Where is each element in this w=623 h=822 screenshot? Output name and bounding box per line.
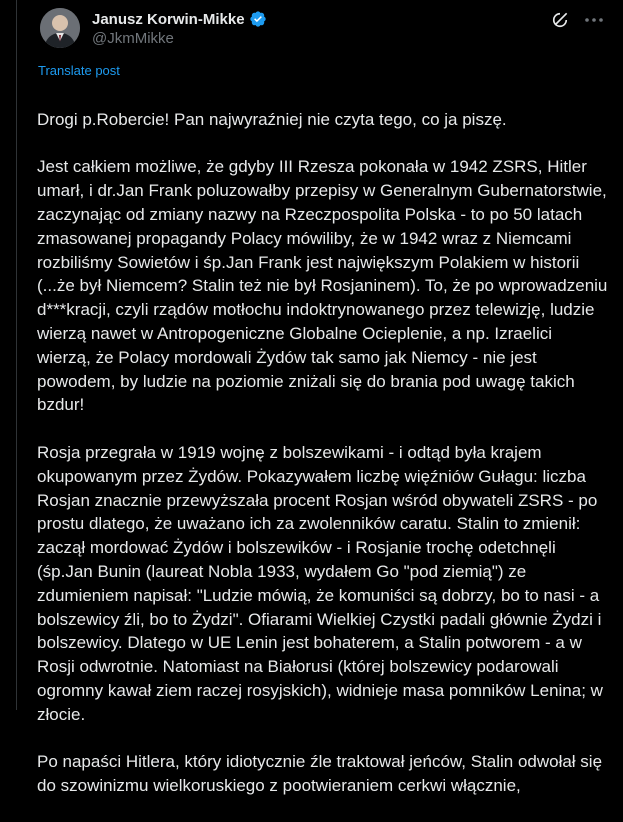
translate-post-link[interactable]: Translate post [38, 63, 120, 78]
post-paragraph: Rosja przegrała w 1919 wojnę z bolszewikami - i odtąd była krajem okupowanym przez Żydów. Pokazywałem liczbę więźniów Gułagu: liczba Rosjan znacznie przewyższała procent Rosjan wśród obywateli ZSRS - po prostu dlatego, że uważano ich za zwolenników caratu. Stalin to zmienił: zaczął mordować Żydów i bolszewików - i Rosjanie trochę odetchnęli (śp.Jan Bunin (laureat Nobla 1933, wydałem Go "pod ziemią") ze zdumieniem napisał: "Ludzie mówią, że komuniści są dobrzy, bo to nasi - a bolszewicy źli, bo to Żydzi". Ofiarami Wielkiej Czystki padali głównie Żydzi i bolszewicy. Dlatego w UE Lenin jest bohaterem, a Stalin potworem - a w Rosji odwrotnie. Natomiast na Białorusi (której bolszewicy podarowali ogromny kawał ziem raczej rosyjskich), widnieje masa pomników Lenina; w złocie. [37, 442, 603, 724]
name-row [92, 10, 267, 28]
avatar-image-icon [40, 8, 80, 48]
avatar[interactable] [40, 8, 80, 48]
author-name[interactable]: Janusz Korwin-Mikke [92, 10, 245, 28]
author-handle[interactable]: @JkmMikke [92, 30, 174, 47]
grok-icon[interactable] [550, 10, 570, 30]
post-text [37, 84, 609, 822]
post-paragraph: Jest całkiem możliwe, że gdyby III Rzesza pokonała w 1942 ZSRS, Hitler umarł, i dr.Jan Frank poluzowałby przepisy w Generalnym Gubernatorstwie, zaczynając od zmiany nazwy na Rzeczpospolita Polska - to po 50 latach zmasowanej propagandy Polacy mówiliby, że w 1942 wraz z Niemcami rozbiliśmy Sowietów i śp.Jan Frank jest największym Polakiem w historii (...że był Niemcem? Stalin też nie był Rosjaninem). To, że po wprowadzeniu d***kracji, czyli rządów motłochu indoktrynowanego przez telewizję, ludzie wierzą nawet w Antropogeniczne Globalne Ocieplenie, a np. Izraelici wierzą, że Polacy mordowali Żydów tak samo jak Niemcy - nie jest powodem, by ludzie na poziomie zniżali się do brania pod uwagę takich bzdur! [37, 157, 608, 415]
more-icon[interactable] [582, 10, 606, 30]
verified-badge-icon[interactable] [249, 10, 267, 28]
post-paragraph: Po napaści Hitlera, który idiotycznie źle traktował jeńców, Stalin odwołał się do szowinizmu wielkoruskiego z pootwieraniem cerkwi włącznie, [37, 752, 603, 796]
post-paragraph: Drogi p.Robercie! Pan najwyraźniej nie czyta tego, co ja piszę. [37, 109, 507, 129]
post-header [24, 8, 614, 54]
